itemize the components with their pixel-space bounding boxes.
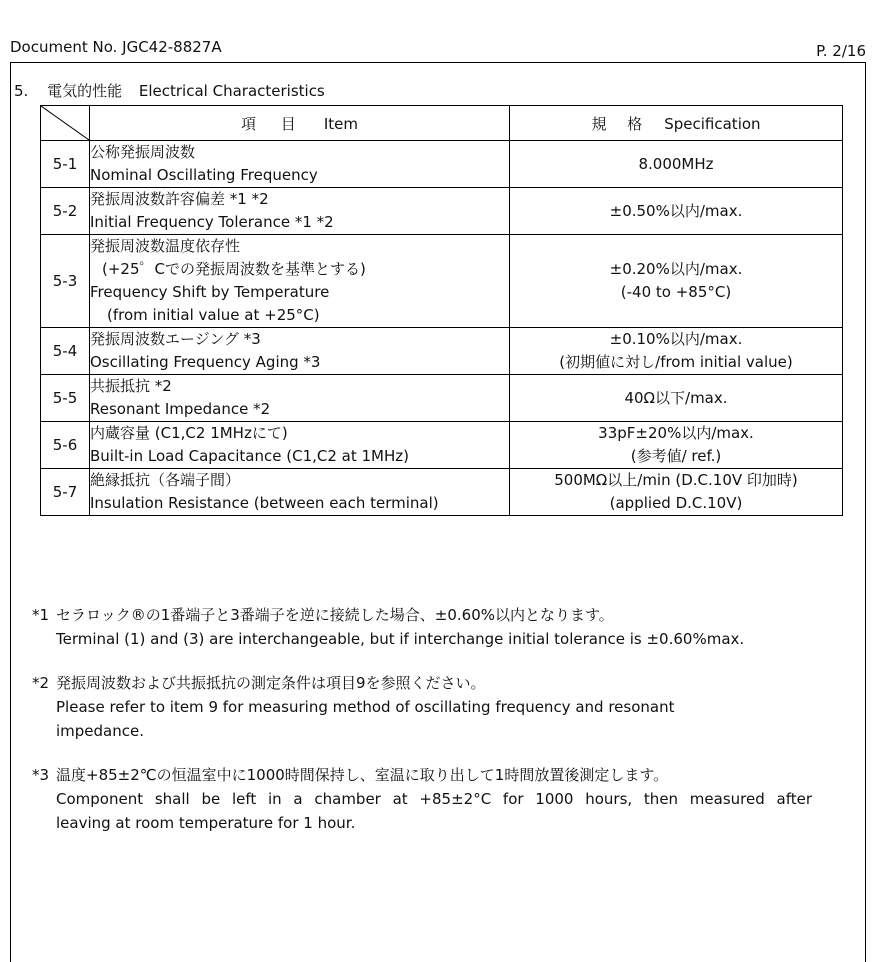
footnote-3: *3 温度+85±2℃の恒温室中に1000時間保持し、室温に取り出して1時間放置後測定します。 Component shall be left in a chamber at +85±2°C for 1000 hours, then measured after leaving at room temperature for 1 hour. [32,766,812,832]
footnotes [32,603,832,855]
table-row: 5-5 共振抵抗 *2 Resonant Impedance *2 40Ω以下/max. [41,375,843,422]
header-specification: 規 格 Specification [510,106,843,141]
table-row: 5-4 発振周波数エージング *3 Oscillating Frequency Aging *3 ±0.10%以内/max. (初期値に対し/from initial value) [41,328,843,375]
table-row: 5-1 公称発振周波数 Nominal Oscillating Frequency 8.000MHz [41,141,843,188]
table-header-row [41,106,843,141]
header-item: 項 目 Item [90,106,510,141]
table-row: 5-6 内蔵容量 (C1,C2 1MHzにて) Built-in Load Capacitance (C1,C2 at 1MHz) 33pF±20%以内/max. (参考値/ ref.) [41,422,843,469]
document-number: Document No. JGC42-8827A [10,38,222,56]
spec-table [40,105,843,516]
diagonal-header-cell [41,106,90,141]
footnote-2: *2 発振周波数および共振抵抗の測定条件は項目9を参照ください。 Please refer to item 9 for measuring method of oscillating frequency and resonant impedance. [32,674,675,740]
section-number: 5. [14,82,29,100]
section-title-en: Electrical Characteristics [138,82,325,100]
page-number: P. 2/16 [816,42,866,60]
table-row: 5-2 発振周波数許容偏差 *1 *2 Initial Frequency Tolerance *1 *2 ±0.50%以内/max. [41,188,843,235]
footnote-1: *1 セラロック®の1番端子と3番端子を逆に接続した場合、±0.60%以内となります。 Terminal (1) and (3) are interchangeable, but if interchange initial tolerance is ±0.60%max. [32,606,745,648]
table-row: 5-3 発振周波数温度依存性 (+25゜Cでの発振周波数を基準とする) Frequency Shift by Temperature (from initial value at +25°C) ±0.20%以内/max. (-40 to +85°C) [41,235,843,328]
section-title [14,80,325,101]
section-title-jp: 電気的性能 [47,82,123,100]
table-row: 5-7 絶縁抵抗（各端子間） Insulation Resistance (between each terminal) 500MΩ以上/min (D.C.10V 印加時) (applied D.C.10V) [41,469,843,516]
